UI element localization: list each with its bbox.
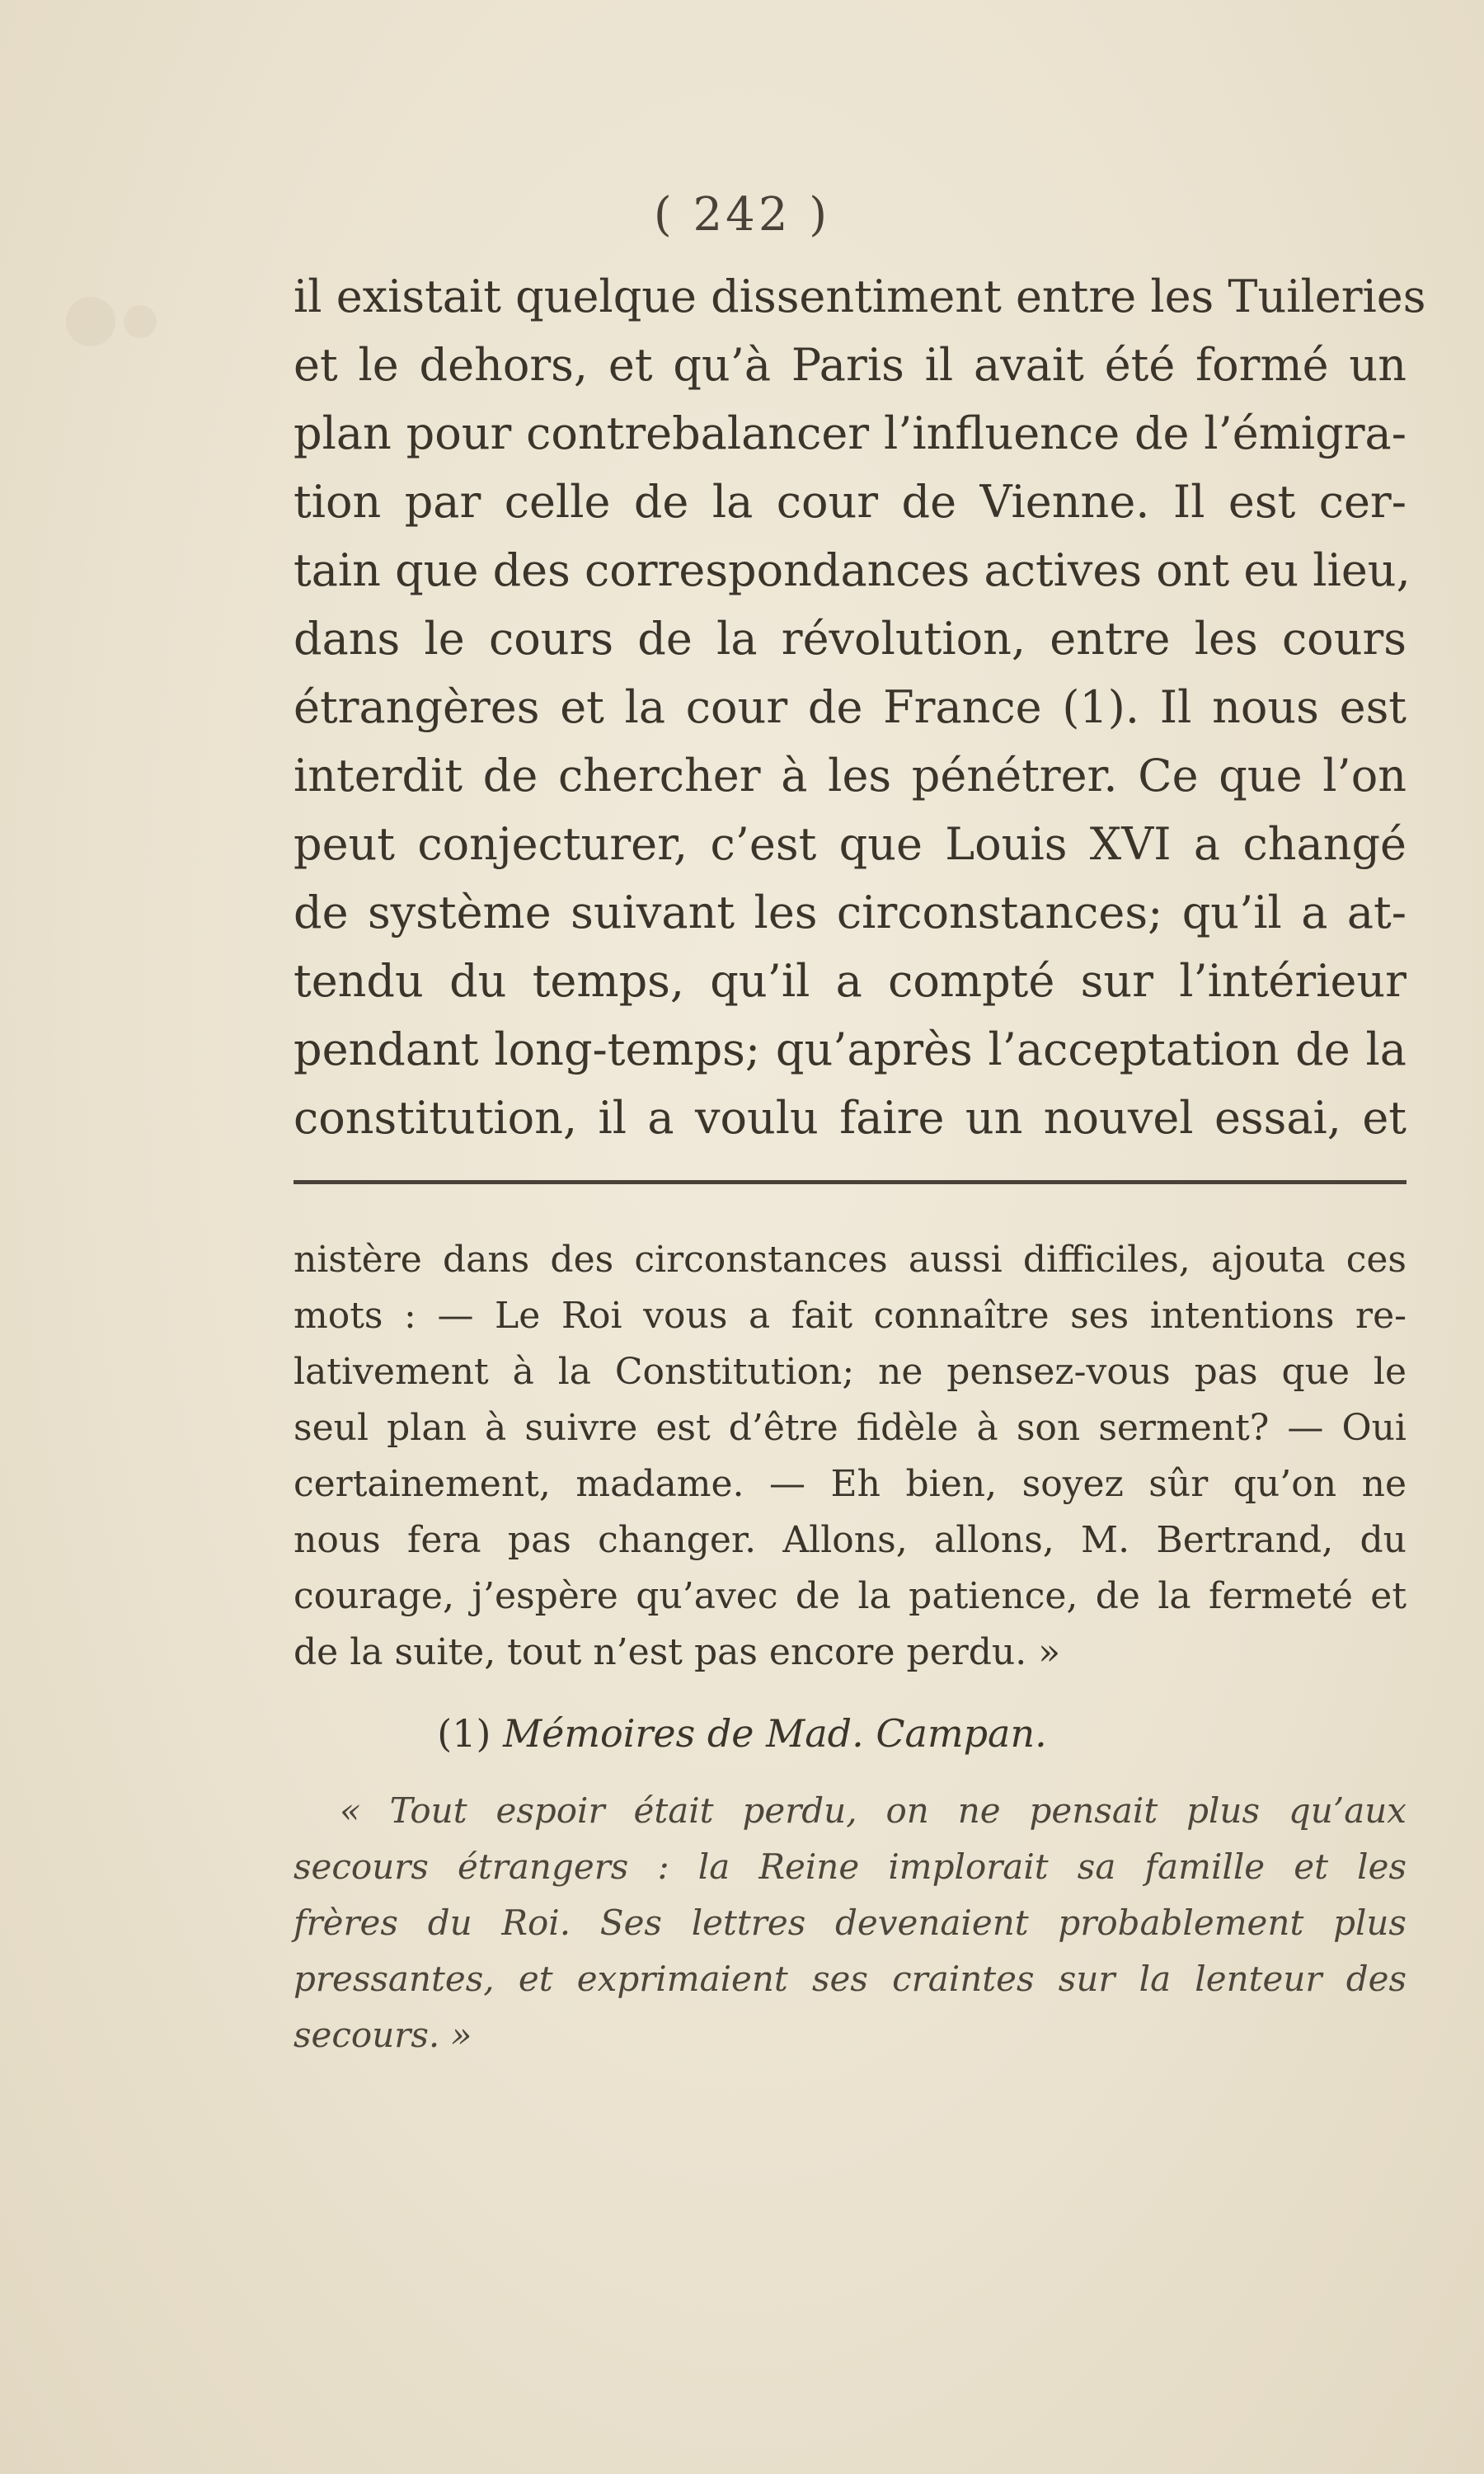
quote-line: secours étrangers : la Reine implorait sa famille et les	[294, 1846, 1407, 1887]
footnote-source: Mémoires de Mad. Campan.	[503, 1711, 1047, 1756]
note-line: mots : — Le Roi vous a fait connaître ses intentions re-	[294, 1295, 1407, 1337]
footnote-separator	[294, 1180, 1407, 1184]
footnote-marker: (1)	[437, 1711, 491, 1756]
text-line: de système suivant les circonstances; qu’il a at-	[294, 887, 1407, 938]
note-line: de la suite, tout n’est pas encore perdu. »	[294, 1631, 1061, 1673]
note-line: nistère dans des circonstances aussi difficiles, ajouta ces	[294, 1239, 1407, 1281]
text-line: tain que des correspondances actives ont eu lieu,	[294, 544, 1411, 596]
page-number: ( 242 )	[653, 188, 831, 242]
quote-line: « Tout espoir était perdu, on ne pensait plus qu’aux	[340, 1790, 1407, 1831]
text-line: pendant long-temps; qu’après l’acceptation de la	[294, 1023, 1407, 1075]
footnote-quote	[294, 1783, 1407, 2063]
note-line: lativement à la Constitution; ne pensez-vous pas que le	[294, 1351, 1407, 1393]
main-body-text	[294, 262, 1426, 1152]
text-line: et le dehors, et qu’à Paris il avait été formé un	[294, 339, 1407, 391]
footnote-heading	[0, 1711, 1484, 1756]
text-line: tion par celle de la cour de Vienne. Il est cer-	[294, 476, 1407, 528]
note-continuation-text	[294, 1232, 1407, 1681]
text-line: étrangères et la cour de France (1). Il nous est	[294, 681, 1407, 733]
paper-stain	[66, 297, 115, 346]
text-line: plan pour contrebalancer l’influence de l’émigra-	[294, 407, 1407, 459]
text-line: interdit de chercher à les pénétrer. Ce que l’on	[294, 750, 1407, 802]
quote-line: pressantes, et exprimaient ses craintes sur la lenteur des	[294, 1959, 1407, 1999]
note-line: seul plan à suivre est d’être fidèle à son serment? — Oui	[294, 1407, 1407, 1449]
paper-stain	[124, 305, 157, 338]
text-line: constitution, il a voulu faire un nouvel essai, et	[294, 1092, 1407, 1144]
text-line: peut conjecturer, c’est que Louis XVI a changé	[294, 818, 1407, 870]
note-line: courage, j’espère qu’avec de la patience, de la fermeté et	[294, 1575, 1407, 1617]
note-line: nous fera pas changer. Allons, allons, M. Bertrand, du	[294, 1519, 1407, 1561]
text-line: tendu du temps, qu’il a compté sur l’intérieur	[294, 955, 1407, 1007]
text-line: dans le cours de la révolution, entre les cours	[294, 613, 1407, 665]
text-line: il existait quelque dissentiment entre les Tuileries	[294, 270, 1426, 322]
note-line: certainement, madame. — Eh bien, soyez sûr qu’on ne	[294, 1463, 1407, 1505]
quote-line: secours. »	[294, 2015, 472, 2055]
quote-line: frères du Roi. Ses lettres devenaient probablement plus	[294, 1903, 1407, 1943]
